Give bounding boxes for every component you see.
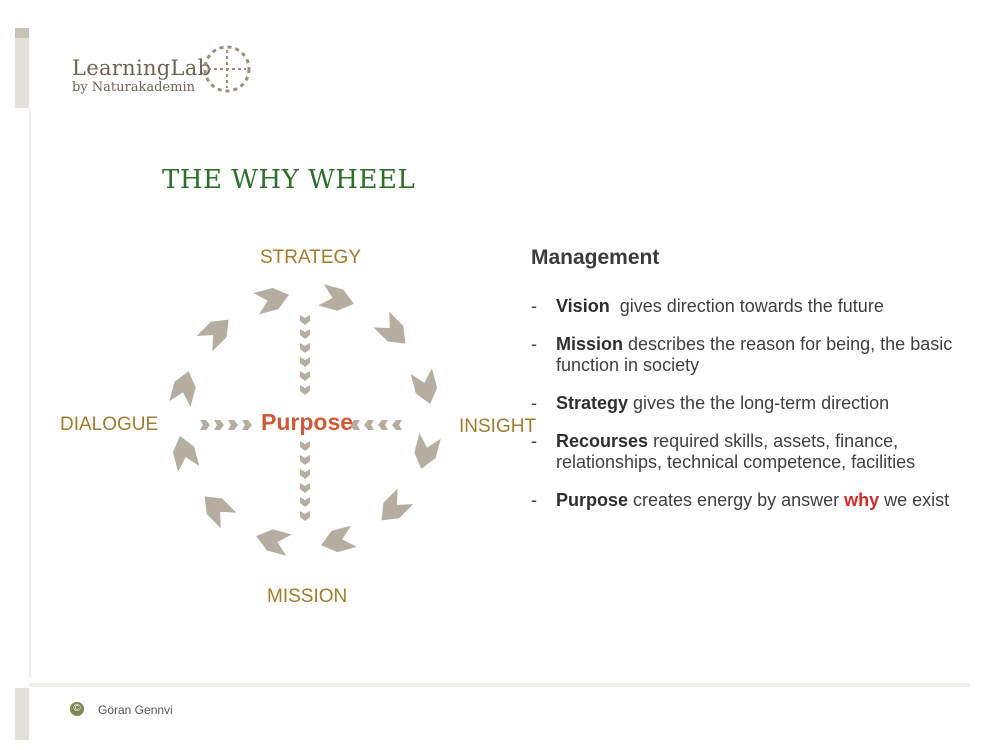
wheel-label-dialogue: DIALOGUE bbox=[60, 414, 159, 435]
spoke-chevron-icon bbox=[300, 315, 310, 325]
ring-arrow-icon bbox=[374, 312, 414, 352]
desc-strategy: gives the the long-term direction bbox=[628, 393, 890, 413]
left-accent-strip-bottom bbox=[15, 688, 29, 740]
copyright-icon: © bbox=[70, 702, 84, 716]
desc-recourses: required skills, assets, finance, relationships, technical competence, facilities bbox=[556, 431, 916, 472]
term-strategy: Strategy bbox=[556, 393, 629, 413]
spoke-chevron-icon bbox=[242, 420, 252, 430]
term-mission: Mission bbox=[556, 334, 624, 354]
ring-arrow-icon bbox=[318, 526, 357, 556]
wheel-center-purpose: Purpose bbox=[261, 409, 354, 435]
spoke-chevron-icon bbox=[364, 420, 374, 430]
list-dash: - bbox=[531, 393, 537, 413]
wheel-label-strategy: STRATEGY bbox=[260, 247, 361, 268]
term-vision: Vision bbox=[556, 296, 610, 316]
spoke-chevron-icon bbox=[300, 343, 310, 353]
list-dash: - bbox=[531, 334, 537, 354]
logo-subtitle: by Naturakademin bbox=[72, 80, 195, 95]
list-item-vision bbox=[531, 296, 971, 317]
desc-purpose-end: we exist bbox=[879, 490, 950, 510]
spoke-chevron-icon bbox=[300, 469, 310, 479]
spoke-chevron-icon bbox=[300, 385, 310, 395]
spoke-chevron-icon bbox=[300, 371, 310, 381]
ring-arrow-icon bbox=[253, 284, 292, 314]
spoke-chevron-icon bbox=[228, 420, 238, 430]
wheel-label-insight: INSIGHT bbox=[459, 416, 537, 437]
bottom-divider bbox=[29, 683, 970, 687]
spoke-chevron-icon bbox=[300, 455, 310, 465]
list-item-recourses bbox=[531, 431, 971, 473]
ring-arrow-icon bbox=[169, 368, 199, 407]
spoke-chevron-icon bbox=[300, 511, 310, 521]
spoke-chevron-icon bbox=[378, 420, 388, 430]
term-purpose: Purpose bbox=[556, 490, 629, 510]
slide-title: THE WHY WHEEL bbox=[162, 165, 416, 195]
spoke-chevron-icon bbox=[214, 420, 224, 430]
list-item-mission bbox=[531, 334, 971, 376]
spoke-chevron-icon bbox=[392, 420, 402, 430]
desc-purpose: creates energy by answer bbox=[628, 490, 845, 510]
ring-arrow-icon bbox=[411, 368, 441, 407]
ring-arrow-icon bbox=[411, 433, 441, 472]
desc-mission: describes the reason for being, the basic function in society bbox=[556, 334, 953, 375]
logo bbox=[72, 56, 211, 96]
desc-vision: gives direction towards the future bbox=[609, 296, 884, 316]
ring-arrow-icon bbox=[169, 433, 199, 472]
spoke-chevron-icon bbox=[300, 497, 310, 507]
spoke-chevron-icon bbox=[300, 483, 310, 493]
ring-arrow-icon bbox=[197, 312, 237, 352]
highlight-why: why bbox=[844, 490, 880, 510]
footer-author: Göran Gennvi bbox=[98, 703, 173, 717]
spoke-chevron-icon bbox=[300, 441, 310, 451]
management-list bbox=[531, 296, 971, 528]
list-dash: - bbox=[531, 431, 537, 451]
ring-arrow-icon bbox=[374, 489, 414, 529]
logo-title: LearningLab bbox=[72, 56, 212, 80]
list-dash: - bbox=[531, 296, 537, 316]
dashed-circle-cross-emblem-icon bbox=[200, 42, 254, 96]
list-dash: - bbox=[531, 490, 537, 510]
spoke-chevron-icon bbox=[300, 329, 310, 339]
ring-arrow-icon bbox=[197, 489, 237, 529]
ring-arrow-icon bbox=[318, 284, 357, 314]
spoke-chevron-icon bbox=[300, 357, 310, 367]
list-item-strategy bbox=[531, 393, 971, 414]
spoke-chevron-icon bbox=[200, 420, 210, 430]
term-recourses: Recourses bbox=[556, 431, 649, 451]
management-heading: Management bbox=[531, 246, 660, 269]
list-item-purpose bbox=[531, 490, 971, 511]
left-accent-strip-top bbox=[15, 28, 29, 108]
ring-arrow-icon bbox=[253, 526, 292, 556]
wheel-label-mission: MISSION bbox=[267, 586, 348, 607]
